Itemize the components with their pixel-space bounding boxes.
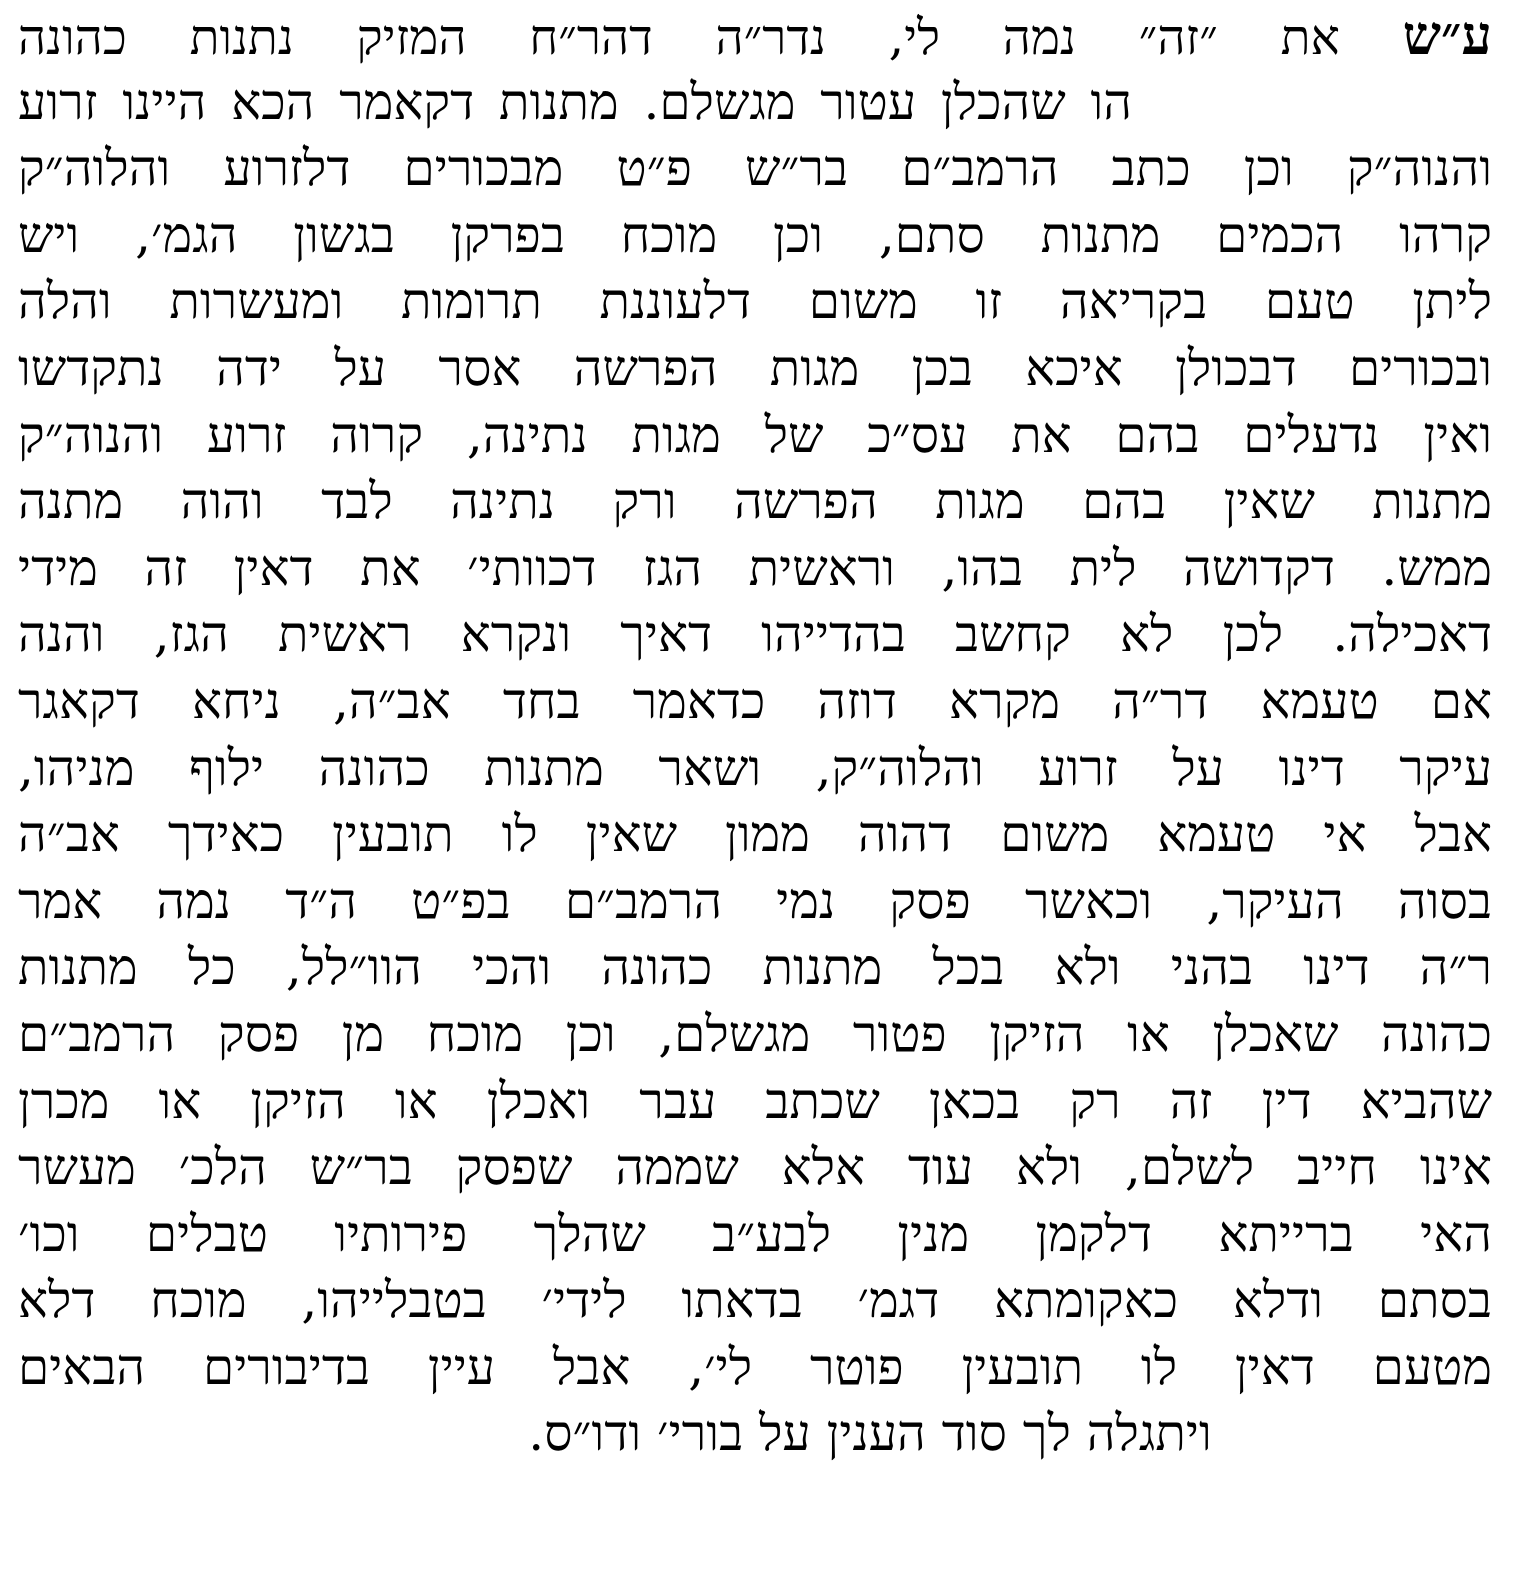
text-line-18: אינו חייב לשלם, ולא עוד אלא שממה שפסק בר״ש הלכ׳ מעשר [18,1138,1492,1197]
text-line-13: אבל אי טעמא משום דהוה ממון שאין לו תובעין כאידך אב״ה [18,805,1492,864]
text-line-4: קרהו הכמים מתנות סתם, וכן מוכח בפרקן בגשון הגמ׳, ויש [18,205,1492,264]
text-line-17: שהביא דין זה רק בכאן שכתב עבר ואכלן או הזיקן או מכרן [18,1071,1492,1130]
text-line-15: ר״ה דינו בהני ולא בכל מתנות כהונה והכי הוו״לל, כל מתנות [18,938,1492,997]
text-line-9: ממש. דקדושה לית בהו, וראשית הגז דכוותי׳ את דאין זה מידי [18,538,1492,597]
text-line-3: והנוה״ק וכן כתב הרמב״ם בר״ש פ״ט מבכורים דלזרוע והלוה״ק [18,139,1492,198]
text-line-20: בסתם ודלא כאקומתא דגמ׳ בדאתו לידי׳ בטבלייהו, מוכח דלא [18,1271,1492,1330]
text-line-12: עיקר דינו על זרוע והלוה״ק, ושאר מתנות כהונה ילוף מניהו, [18,738,1492,797]
lead-word: ע״ש [1402,3,1492,67]
text-line-19: האי ברייתא דלקמן מנין לבע״ב שהלך פירותיו טבלים וכו׳ [18,1204,1492,1263]
text-line-22: ויתגלה לך סוד הענין על בורי׳ ודו״ס. [528,1404,1212,1463]
text-line-8: מתנות שאין בהם מגות הפרשה ורק נתינה לבד והוה מתנה [18,472,1492,531]
text-line-2: הו שהכלן עטור מגשלם. מתנות דקאמר הכא היינו זרוע [18,72,1132,131]
text-line-1 [18,2,1492,69]
text-line-14: בסוה העיקר, וכאשר פסק נמי הרמב״ם בפ״ט ה״ד נמה אמר [18,871,1492,930]
text-line-7: ואין נדעלים בהם את עס״כ של מגות נתינה, קרוה זרוע והנוה״ק [18,405,1492,464]
rashi-commentary-text [18,2,1492,1467]
text-line-5: ליתן טעם בקריאה זו משום דלעוננת תרומות ומעשרות והלה [18,272,1492,331]
text-line-10: דאכילה. לכן לא קחשב בהדייהו דאיך ונקרא ראשית הגז, והנה [18,605,1492,664]
text-line-16: כהונה שאכלן או הזיקן פטור מגשלם, וכן מוכח מן פסק הרמב״ם [18,1004,1492,1063]
text-line-21: מטעם דאין לו תובעין פוטר לי׳, אבל עיין בדיבורים הבאים [18,1337,1492,1396]
text-line-6: ובכורים דבכולן איכא בכן מגות הפרשה אסר על ידה נתקדשו [18,338,1492,397]
text-line-1-content: את ״זה״ נמה לי, נדר״ה דהר״ח המזיק נתנות כהונה [18,9,1340,66]
text-line-11: אם טעמא דר״ה מקרא דוזה כדאמר בחד אב״ה, ניחא דקאגר [18,671,1492,730]
